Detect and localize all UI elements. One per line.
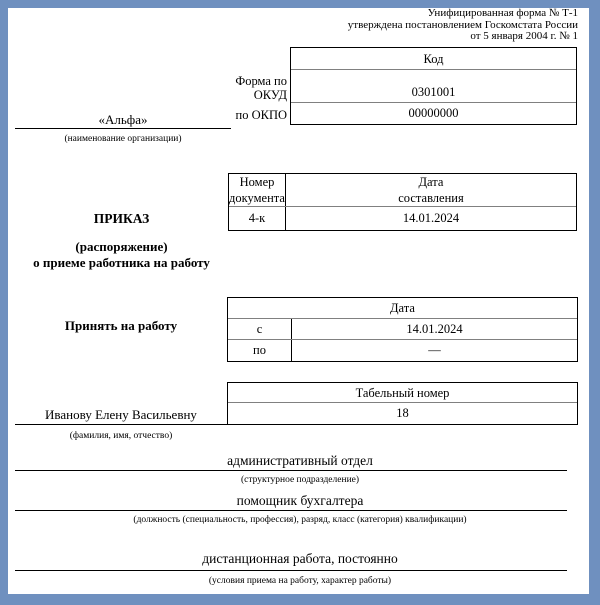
- conditions-field: дистанционная работа, постоянно: [202, 551, 398, 566]
- employee-name-caption: (фамилия, имя, отчество): [69, 431, 173, 441]
- department-caption: (структурное подразделение): [240, 475, 360, 485]
- position-field: помощник бухгалтера: [236, 493, 364, 508]
- conditions-caption: (условия приема на работу, характер работы): [208, 576, 392, 586]
- order-title: [15, 211, 228, 271]
- order-number-cell: 4-к: [229, 207, 286, 230]
- personnel-number-value-cell: 18: [396, 406, 409, 420]
- approval-note-line-1: Унифицированная форма № Т-1: [427, 7, 578, 19]
- department-field: административный отдел: [227, 453, 373, 468]
- position-underline: [15, 510, 567, 511]
- conditions-underline: [15, 570, 567, 571]
- personnel-number-header-cell: Табельный номер: [228, 383, 577, 403]
- approval-note: [348, 8, 578, 43]
- date-header-cell: [286, 174, 576, 206]
- number-header-line-1: Номер: [239, 175, 275, 189]
- order-table-header-row: [229, 174, 576, 207]
- okud-code-table: [290, 47, 577, 125]
- order-number-table: [228, 173, 577, 231]
- employee-name-field: Иванову Елену Васильевну: [15, 405, 227, 425]
- date-header-line-2: составления: [398, 190, 464, 205]
- hire-date-header-cell: Дата: [228, 298, 577, 319]
- order-title-line-1: ПРИКАЗ: [93, 211, 150, 226]
- date-header-line-1: Дата: [418, 175, 444, 189]
- personnel-number-table: [227, 382, 578, 425]
- to-value-cell: —: [428, 343, 441, 357]
- okpo-field-label: по ОКПО: [235, 108, 287, 122]
- okud-label-line-1: Форма по: [235, 74, 287, 88]
- order-table-value-row: [229, 207, 576, 230]
- from-label-cell: с: [228, 319, 292, 339]
- okud-field-label: [235, 75, 287, 102]
- from-value-cell: 14.01.2024: [406, 322, 463, 336]
- hire-from-row: [228, 319, 577, 340]
- approval-note-line-3: от 5 января 2004 г. № 1: [470, 30, 578, 42]
- code-table-header-cell: Код: [291, 48, 576, 70]
- hire-action-label: Принять на работу: [64, 318, 178, 333]
- approval-note-line-2: утверждена постановлением Госкомстата России: [347, 18, 578, 31]
- hire-date-table: [227, 297, 578, 362]
- order-date-cell: 14.01.2024: [402, 211, 460, 225]
- organization-name-caption: (наименование организации): [64, 134, 182, 144]
- order-title-line-2: (распоряжение): [75, 239, 168, 254]
- organization-name-field: «Альфа»: [15, 110, 231, 129]
- hire-to-row: [228, 340, 577, 361]
- okud-label-line-2: ОКУД: [253, 87, 287, 102]
- position-caption: (должность (специальность, профессия), разряд, класс (категория) квалификации): [133, 515, 467, 525]
- order-title-line-3: о приеме работника на работу: [33, 255, 210, 270]
- okud-value-cell: 0301001: [291, 70, 576, 103]
- number-header-cell: [229, 174, 286, 206]
- number-header-line-2: документа: [229, 190, 285, 205]
- okpo-value-cell: 00000000: [408, 106, 459, 120]
- department-underline: [15, 470, 567, 471]
- to-label-cell: по: [228, 340, 292, 361]
